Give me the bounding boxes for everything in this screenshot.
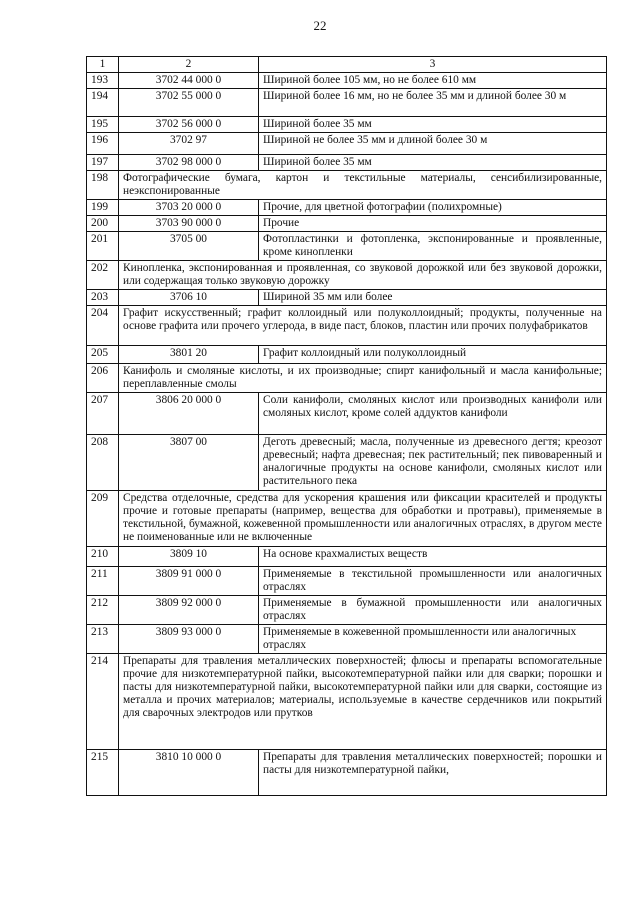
row-number: 212: [87, 596, 119, 625]
item-description: Применяемые в текстильной промышленности или аналогичных отраслях: [259, 567, 607, 596]
row-number: 201: [87, 232, 119, 261]
row-number: 206: [87, 364, 119, 393]
item-description: Шириной более 35 мм: [259, 155, 607, 171]
row-number: 194: [87, 89, 119, 117]
table-row: [87, 393, 607, 435]
row-number: 204: [87, 306, 119, 346]
table-row: [87, 200, 607, 216]
commodity-code: 3706 10: [119, 290, 259, 306]
table-row: [87, 364, 607, 393]
table-row: [87, 261, 607, 290]
commodity-code: 3703 90 000 0: [119, 216, 259, 232]
item-description: Шириной более 35 мм: [259, 117, 607, 133]
commodity-code: 3809 93 000 0: [119, 625, 259, 654]
column-header: 2: [119, 57, 259, 73]
table-row: [87, 346, 607, 364]
row-number: 197: [87, 155, 119, 171]
commodity-code: 3703 20 000 0: [119, 200, 259, 216]
row-number: 211: [87, 567, 119, 596]
row-number: 214: [87, 654, 119, 750]
table-row: [87, 435, 607, 491]
commodity-code: 3809 92 000 0: [119, 596, 259, 625]
item-description: Прочие: [259, 216, 607, 232]
row-number: 199: [87, 200, 119, 216]
item-description: На основе крахмалистых веществ: [259, 547, 607, 567]
table-row: [87, 596, 607, 625]
table-row: [87, 750, 607, 796]
commodity-code: 3702 55 000 0: [119, 89, 259, 117]
row-number: 202: [87, 261, 119, 290]
table-row: [87, 117, 607, 133]
row-number: 208: [87, 435, 119, 491]
item-description: Препараты для травления металлических поверхностей; порошки и пасты для низкотемпературной пайки,: [259, 750, 607, 796]
table-row: [87, 171, 607, 200]
group-description: Фотографические бумага, картон и текстильные материалы, сенсибилизированные, неэкспонированные: [119, 171, 607, 200]
commodity-code: 3801 20: [119, 346, 259, 364]
commodity-code: 3705 00: [119, 232, 259, 261]
table-row: [87, 567, 607, 596]
table-row: [87, 232, 607, 261]
item-description: Шириной 35 мм или более: [259, 290, 607, 306]
commodity-code: 3702 98 000 0: [119, 155, 259, 171]
table-row: [87, 654, 607, 750]
table-row: [87, 290, 607, 306]
table-row: [87, 306, 607, 346]
commodity-code: 3702 97: [119, 133, 259, 155]
item-description: Применяемые в бумажной промышленности или аналогичных отраслях: [259, 596, 607, 625]
commodity-code: 3807 00: [119, 435, 259, 491]
item-description: Фотопластинки и фотопленка, экспонированные и проявленные, кроме кинопленки: [259, 232, 607, 261]
table-row: [87, 491, 607, 547]
group-description: Графит искусственный; графит коллоидный или полуколлоидный; продукты, полученные на основе графита или прочего углерода, в виде паст, блоков, пластин или прочих полуфабрикатов: [119, 306, 607, 346]
commodity-code: 3702 44 000 0: [119, 73, 259, 89]
commodity-code: 3809 91 000 0: [119, 567, 259, 596]
row-number: 210: [87, 547, 119, 567]
item-description: Применяемые в кожевенной промышленности или аналогичных отраслях: [259, 625, 607, 654]
row-number: 195: [87, 117, 119, 133]
table-row: [87, 73, 607, 89]
item-description: Шириной не более 35 мм и длиной более 30 м: [259, 133, 607, 155]
item-description: Соли канифоли, смоляных кислот или производных канифоли или смоляных кислот, кроме солей аддуктов канифоли: [259, 393, 607, 435]
table-row: [87, 89, 607, 117]
item-description: Шириной более 105 мм, но не более 610 мм: [259, 73, 607, 89]
item-description: Шириной более 16 мм, но не более 35 мм и длиной более 30 м: [259, 89, 607, 117]
table-header-row: [87, 57, 607, 73]
commodity-code: 3806 20 000 0: [119, 393, 259, 435]
column-header: 3: [259, 57, 607, 73]
group-description: Препараты для травления металлических поверхностей; флюсы и препараты вспомогательные прочие для низкотемпературной пайки, высокотемпературной пайки или для сварки; порошки и пасты для низкотемпературной пайки, высокотемпературной пайки или для сварки, состоящие из металла и прочих материалов; материалы, используемые в качестве сердечников или покрытий для сварочных электродов или прутков: [119, 654, 607, 750]
goods-table: [86, 56, 607, 796]
commodity-code: 3809 10: [119, 547, 259, 567]
row-number: 196: [87, 133, 119, 155]
row-number: 213: [87, 625, 119, 654]
row-number: 198: [87, 171, 119, 200]
table-row: [87, 133, 607, 155]
commodity-code: 3702 56 000 0: [119, 117, 259, 133]
item-description: Графит коллоидный или полуколлоидный: [259, 346, 607, 364]
row-number: 193: [87, 73, 119, 89]
row-number: 205: [87, 346, 119, 364]
row-number: 203: [87, 290, 119, 306]
column-header: 1: [87, 57, 119, 73]
table-row: [87, 547, 607, 567]
table-row: [87, 625, 607, 654]
table-row: [87, 216, 607, 232]
table-row: [87, 155, 607, 171]
row-number: 209: [87, 491, 119, 547]
row-number: 215: [87, 750, 119, 796]
commodity-code: 3810 10 000 0: [119, 750, 259, 796]
item-description: Деготь древесный; масла, полученные из древесного дегтя; креозот древесный; нафта древесная; пек растительный; пек пивоваренный и аналогичные продукты на основе канифоли, смоляных кислот или растительного пека: [259, 435, 607, 491]
group-description: Канифоль и смоляные кислоты, и их производные; спирт канифольный и масла канифольные; переплавленные смолы: [119, 364, 607, 393]
row-number: 207: [87, 393, 119, 435]
group-description: Кинопленка, экспонированная и проявленная, со звуковой дорожкой или без звуковой дорожки, или содержащая только звуковую дорожку: [119, 261, 607, 290]
page-number: 22: [313, 18, 327, 33]
item-description: Прочие, для цветной фотографии (полихромные): [259, 200, 607, 216]
group-description: Средства отделочные, средства для ускорения крашения или фиксации красителей и продукты прочие и готовые препараты (например, вещества для обработки и протравы), применяемые в текстильной, бумажной, кожевенной промышленности или аналогичных отраслях, в другом месте не поименованные или не включенные: [119, 491, 607, 547]
row-number: 200: [87, 216, 119, 232]
